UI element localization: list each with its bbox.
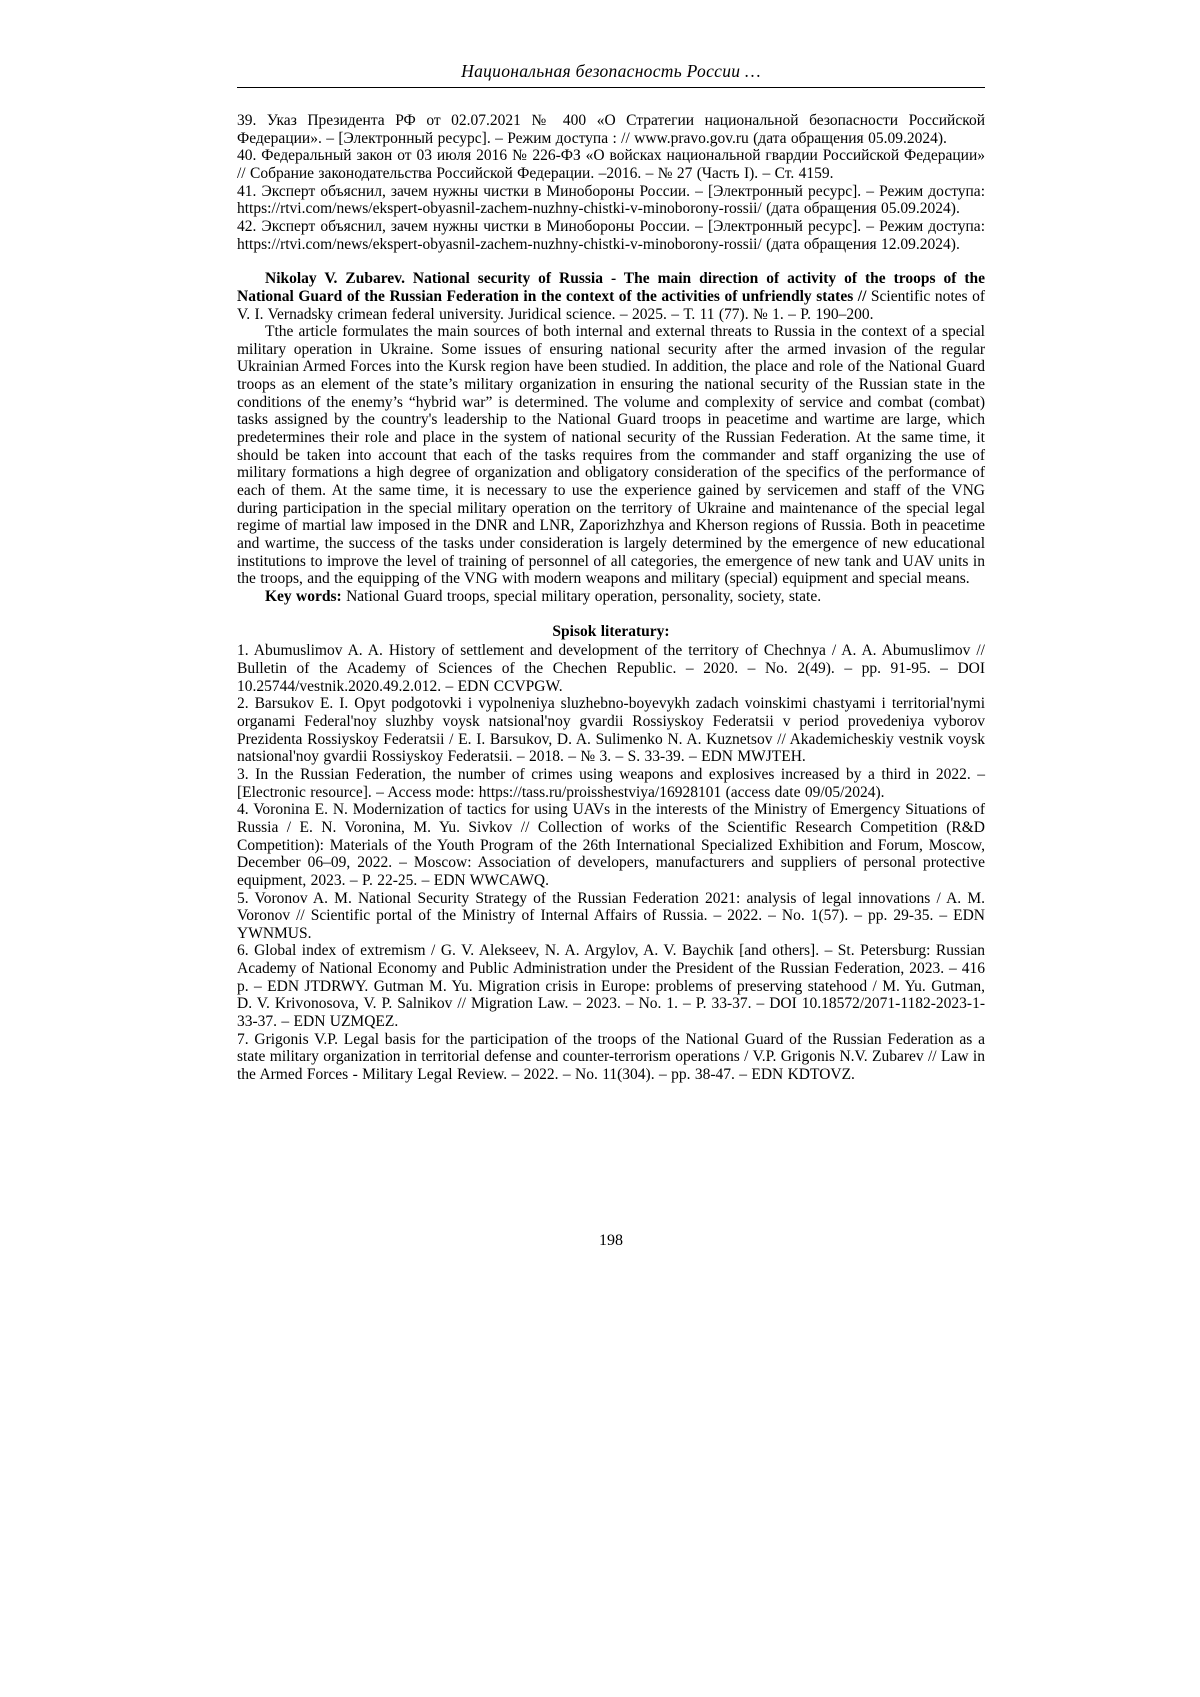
keywords-text: National Guard troops, special military operation, personality, society, state. bbox=[341, 588, 822, 605]
bibliography-item-2: 2. Barsukov E. I. Opyt podgotovki i vypolneniya sluzhebno-boyevykh zadach voinskimi chastyami i territorial'nymi organami Federal'noy sluzhby voysk natsional'noy gvardii Rossiyskoy Federatsii v period provedeniya vyborov Prezidenta Rossiyskoy Federatsii / E. I. Barsukov, D. A. Sulimenko N. A. Kuznetsov // Akademicheskiy vestnik voysk natsional'noy gvardii Rossiyskoy Federatsii. – 2018. – № 3. – S. 33-39. – EDN MWJTEH. bbox=[237, 695, 985, 766]
bibliography-item-4: 4. Voronina E. N. Modernization of tactics for using UAVs in the interests of the Ministry of Emergency Situations of Russia / E. N. Voronina, M. Yu. Sivkov // Collection of works of the Scientific Research Competition (R&D Competition): Materials of the Youth Program of the 26th International Specialized Exhibition and Forum, Moscow, December 06–09, 2022. – Moscow: Association of developers, manufacturers and suppliers of personal protective equipment, 2023. – P. 22-25. – EDN WWCAWQ. bbox=[237, 801, 985, 889]
reference-item-40: 40. Федеральный закон от 03 июля 2016 № 226-ФЗ «О войсках национальной гвардии Российской Федерации» // Собрание законодательства Российской Федерации. –2016. – № 27 (Часть I). – Ст. 4159. bbox=[237, 147, 985, 182]
bibliography-item-5: 5. Voronov A. M. National Security Strategy of the Russian Federation 2021: analysis of legal innovations / A. M. Voronov // Scientific portal of the Ministry of Internal Affairs of Russia. – 2022. – No. 1(57). – pp. 29-35. – EDN YWNMUS. bbox=[237, 889, 985, 942]
reference-item-41: 41. Эксперт объяснил, зачем нужны чистки в Минобороны России. – [Электронный ресурс]. – Режим доступа: https://rtvi.com/news/ekspert-obyasnil-zachem-nuzhny-chistki-v-minoborony-rossii/ (дата обращения 05.09.2024). bbox=[237, 182, 985, 218]
citation-paragraph bbox=[237, 270, 985, 323]
bibliography-item-3: 3. In the Russian Federation, the number of crimes using weapons and explosives increased by a third in 2022. – [Electronic resource]. – Access mode: https://tass.ru/proisshestviya/16928101 (access date 09/05/2024). bbox=[237, 765, 985, 801]
body-text bbox=[237, 112, 985, 1084]
text-column bbox=[237, 62, 985, 1084]
abstract-paragraph: Tthe article formulates the main sources of both internal and external threats to Russia in the context of a special military operation in Ukraine. Some issues of ensuring national security after the armed invasion of the regular Ukrainian Armed Forces into the Kursk region have been studied. In addition, the place and role of the National Guard troops as an element of the state’s military organization in ensuring the national security of the Russian state in the conditions of the enemy’s “hybrid war” is determined. The volume and complexity of service and combat (combat) tasks assigned by the country's leadership to the National Guard troops in peacetime and wartime are large, which predetermines their role and place in the system of national security of the Russian Federation. At the same time, it should be taken into account that each of the tasks requires from the commander and staff organizing the use of military formations a high degree of organization and obligatory consideration of the specifics of the performance of each of them. At the same time, it is necessary to use the experience gained by servicemen and staff of the VNG during participation in the special military operation on the territory of Ukraine and maintenance of the special legal regime of martial law imposed in the DNR and LNR, Zaporizhzhya and Kherson regions of Russia. Both in peacetime and wartime, the success of the tasks under consideration is largely determined by the emergence of new educational institutions to improve the level of training of personnel of all categories, the emergence of new tank and UAV units in the troops, and the equipping of the VNG with modern weapons and military (special) equipment and special means. bbox=[237, 323, 985, 588]
header-rule bbox=[237, 87, 985, 88]
bibliography-item-6: 6. Global index of extremism / G. V. Alekseev, N. A. Argylov, A. V. Baychik [and others]. – St. Petersburg: Russian Academy of National Economy and Public Administration under the President of the Russian Federation, 2023. – 416 p. – EDN JTDRWY. Gutman M. Yu. Migration crisis in Europe: problems of preserving statehood / M. Yu. Gutman, D. V. Krivonosova, V. P. Salnikov // Migration Law. – 2023. – No. 1. – P. 33-37. – DOI 10.18572/2071-1182-2023-1-33-37. – EDN UZMQEZ. bbox=[237, 942, 985, 1031]
reference-item-39: 39. Указ Президента РФ от 02.07.2021 № 400 «О Стратегии национальной безопасности Российской Федерации». – [Электронный ресурс]. – Режим доступа : // www.pravo.gov.ru (дата обращения 05.09.2024). bbox=[237, 111, 985, 147]
bibliography-item-7: 7. Grigonis V.P. Legal basis for the participation of the troops of the National Guard of the Russian Federation as a state military organization in territorial defense and counter-terrorism operations / V.P. Grigonis N.V. Zubarev // Law in the Armed Forces - Military Legal Review. – 2022. – No. 11(304). – pp. 38-47. – EDN KDTOVZ. bbox=[237, 1030, 985, 1084]
citation-source-text: Scientific notes of V. I. Vernadsky crimean federal university. Juridical science. – 2025. – Т. 11 (77). № 1. – P. 190–200. bbox=[237, 287, 985, 323]
reference-item-42: 42. Эксперт объяснил, зачем нужны чистки в Минобороны России. – [Электронный ресурс]. – Режим доступа: https://rtvi.com/news/ekspert-obyasnil-zachem-nuzhny-chistki-v-minoborony-rossii/ (дата обращения 12.09.2024). bbox=[237, 217, 985, 253]
keywords-paragraph bbox=[237, 588, 985, 606]
keywords-label: Key words: bbox=[265, 588, 342, 605]
bibliography-item-1: 1. Abumuslimov A. A. History of settlement and development of the territory of Chechnya / A. A. Abumuslimov // Bulletin of the Academy of Sciences of the Chechen Republic. – 2020. – No. 2(49). – pp. 91-95. – DOI 10.25744/vestnik.2020.49.2.012. – EDN CCVPGW. bbox=[237, 642, 985, 695]
page-number: 198 bbox=[599, 1232, 623, 1249]
citation-title-bold: Nikolay V. Zubarev. National security of Russia - The main direction of activity of the troops of the National Guard of the Russian Federation in the context of the activities of unfriendly states // bbox=[237, 270, 985, 305]
running-header: Национальная безопасность России … bbox=[461, 61, 761, 81]
bibliography-heading: Spisok literatury: bbox=[552, 622, 670, 640]
